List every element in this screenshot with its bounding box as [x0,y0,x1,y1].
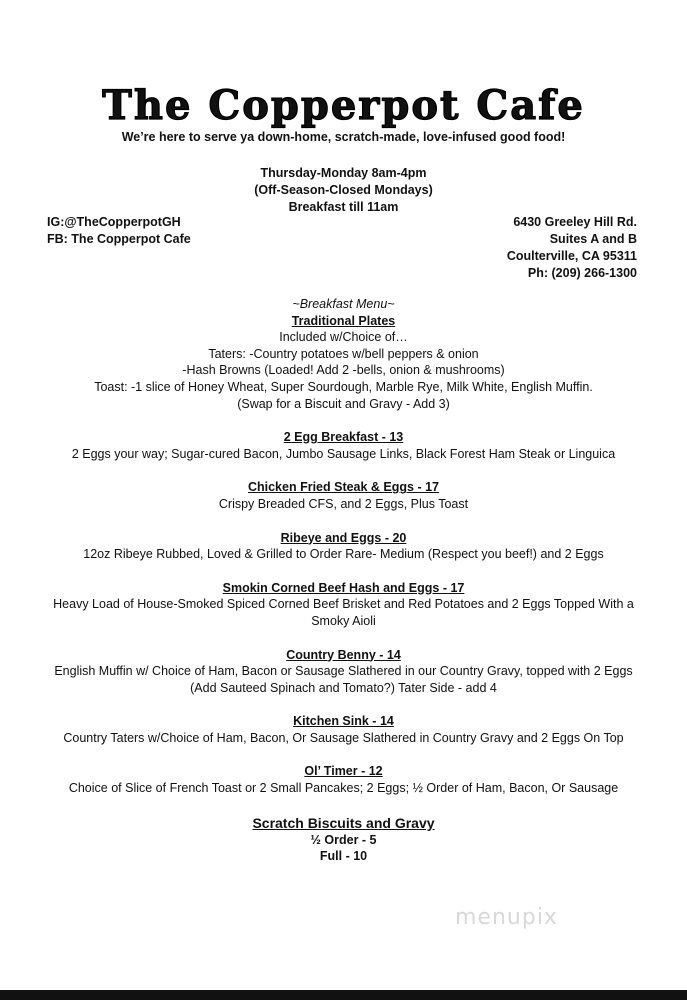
menu-item-name: Country Benny - 14 [286,647,401,662]
biscuits-section [0,814,687,865]
menu-item [0,763,687,796]
phone-number: Ph: (209) 266-1300 [527,266,637,280]
instagram-handle: IG:@TheCopperpotGH [47,215,181,229]
biscuits-half-price: ½ Order - 5 [310,832,377,847]
taters-line: Taters: -Country potatoes w/bell peppers & onion [208,346,479,361]
menupix-watermark: menupix [455,905,558,930]
address-street: 6430 Greeley Hill Rd. [513,215,637,229]
menu-item-name: Smokin Corned Beef Hash and Eggs - 17 [222,580,465,595]
menu-item [0,530,687,563]
address-city: Coulterville, CA 95311 [506,249,637,263]
menu-item-desc: English Muffin w/ Choice of Ham, Bacon or Sausage Slathered in our Country Gravy, topped with 2 Eggs [54,664,633,679]
cafe-title: The Copperpot Cafe [102,82,585,129]
menu-item-addon: (Add Sauteed Spinach and Tomato?) Tater Side - add 4 [190,680,497,695]
menu-item-desc: 2 Eggs your way; Sugar-cured Bacon, Jumbo Sausage Links, Black Forest Ham Steak or Linguica [71,446,616,461]
menu-item [0,479,687,512]
menu-item-name: Ol’ Timer - 12 [304,764,383,779]
menu-item [0,580,687,630]
menu-item-desc: Crispy Breaded CFS, and 2 Eggs, Plus Toast [218,496,469,511]
menu-item-name: 2 Egg Breakfast - 13 [283,430,404,445]
footer-bar [0,990,687,1000]
address-block [507,214,637,282]
breakfast-menu [0,296,687,865]
biscuits-full-price: Full - 10 [319,849,368,864]
menu-item [0,647,687,697]
toast-line: Toast: -1 slice of Honey Wheat, Super Sourdough, Marble Rye, Milk White, English Muffin. [94,379,593,394]
menu-item-desc: Country Taters w/Choice of Ham, Bacon, Or Sausage Slathered in Country Gravy and 2 Eggs On Top [63,730,624,745]
hours-breakfast: Breakfast till 11am [288,200,399,214]
hours-offseason: (Off-Season-Closed Mondays) [254,183,433,197]
social-block [47,214,191,248]
biscuits-title: Scratch Biscuits and Gravy [252,814,435,831]
swap-line: (Swap for a Biscuit and Gravy - Add 3) [237,396,450,411]
included-line: Included w/Choice of… [279,330,408,345]
section-title: Traditional Plates [291,313,396,328]
hashbrowns-line: -Hash Browns (Loaded! Add 2 -bells, onion & mushrooms) [182,363,505,378]
menu-item-desc: Heavy Load of House-Smoked Spiced Corned Beef Brisket and Red Potatoes and 2 Eggs Topped With a Smoky Aioli [53,597,634,628]
hours-days: Thursday-Monday 8am-4pm [260,166,427,180]
menu-item [0,713,687,746]
menu-item-desc: Choice of Slice of French Toast or 2 Small Pancakes; 2 Eggs; ½ Order of Ham, Bacon, Or Sausage [68,781,619,796]
menu-item-name: Kitchen Sink - 14 [293,714,394,729]
facebook-handle: FB: The Copperpot Cafe [47,232,191,246]
hours-block [0,165,687,216]
tagline: We’re here to serve ya down-home, scratch-made, love-infused good food! [121,130,566,144]
menu-label: ~Breakfast Menu~ [292,297,395,311]
menu-item-name: Ribeye and Eggs - 20 [280,530,407,545]
menu-item [0,429,687,462]
menu-item-name: Chicken Fried Steak & Eggs - 17 [247,480,440,495]
menu-item-desc: 12oz Ribeye Rubbed, Loved & Grilled to Order Rare- Medium (Respect you beef!) and 2 Eggs [83,547,604,562]
address-suites: Suites A and B [549,232,637,246]
